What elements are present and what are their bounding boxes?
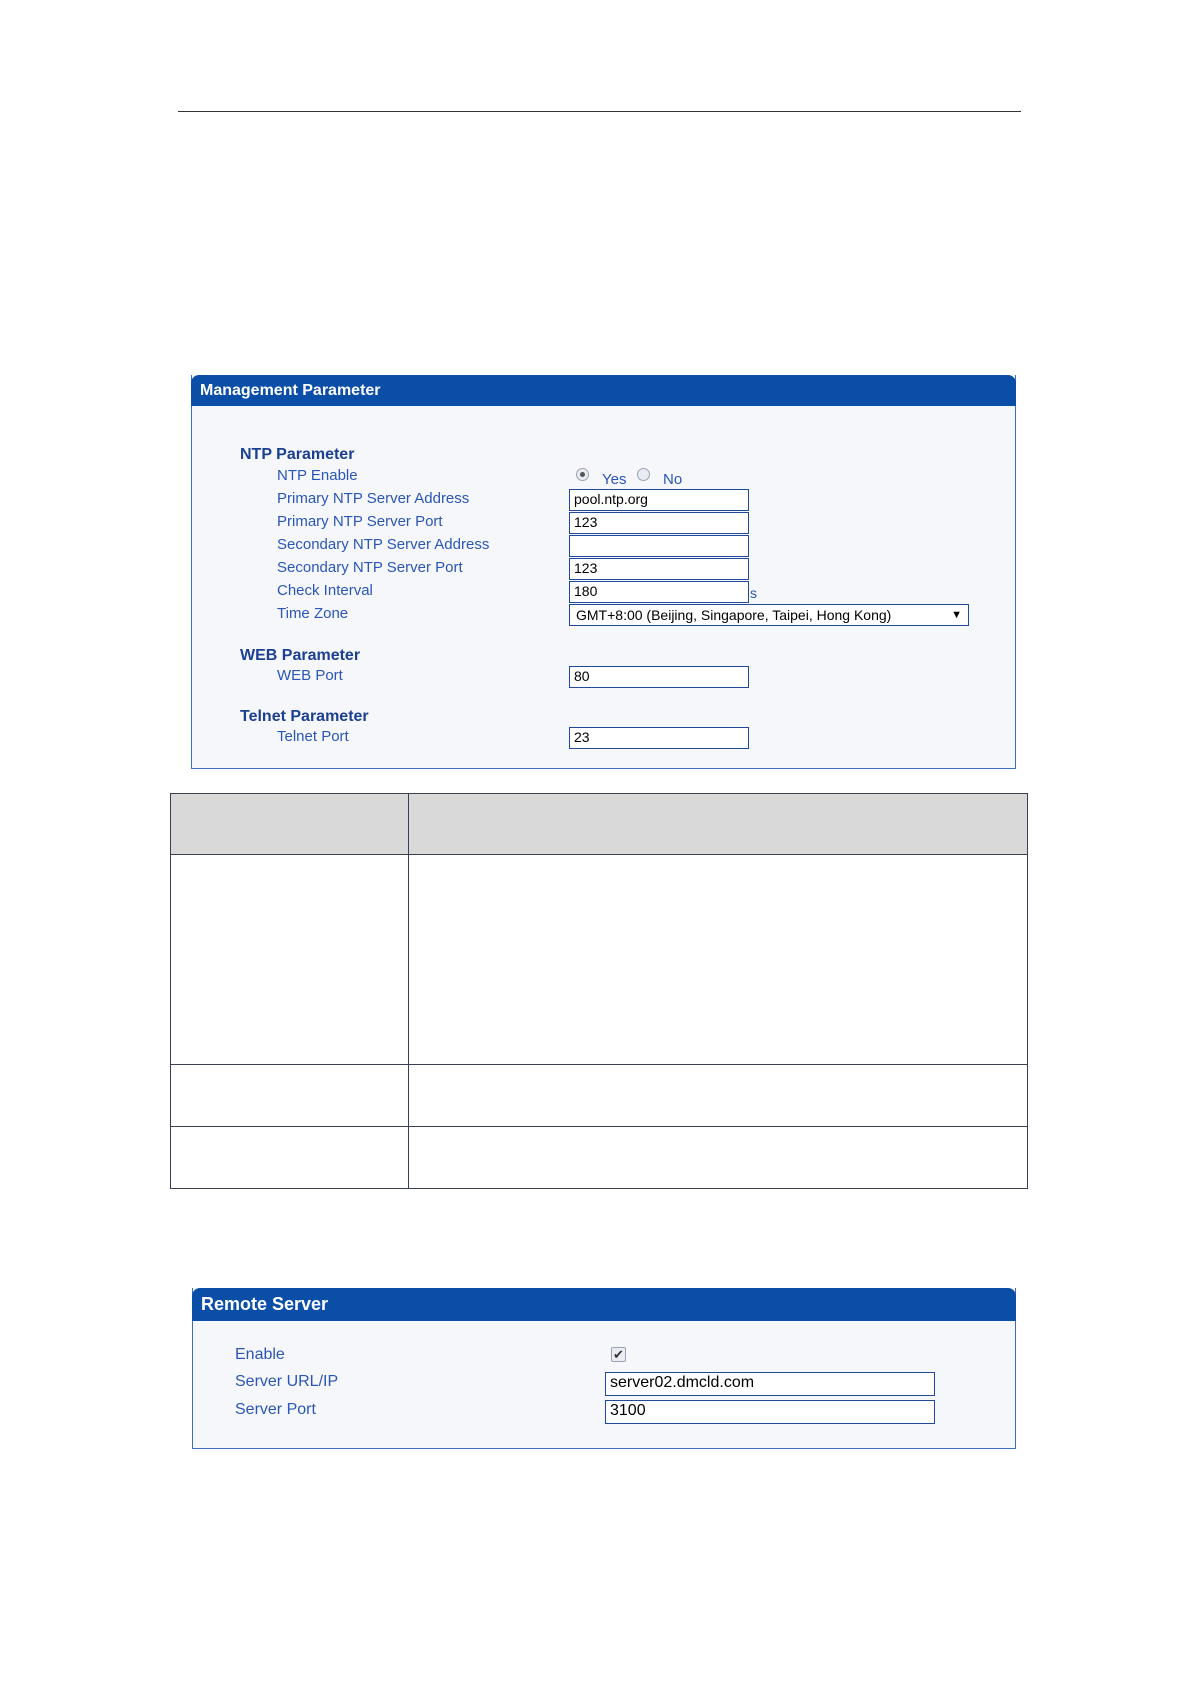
primary-ntp-address-input[interactable]: pool.ntp.org	[569, 489, 749, 511]
secondary-ntp-port-input[interactable]: 123	[569, 558, 749, 580]
table-cell	[409, 1065, 1028, 1127]
panel-title: Management Parameter	[191, 375, 1016, 406]
table-row	[171, 1065, 1028, 1127]
time-zone-value: GMT+8:00 (Beijing, Singapore, Taipei, Hong Kong)	[576, 607, 892, 623]
management-parameter-panel	[191, 375, 1016, 769]
ntp-enable-yes-label: Yes	[602, 471, 627, 488]
ntp-enable-yes-radio[interactable]	[576, 468, 589, 481]
web-port-input[interactable]: 80	[569, 666, 749, 688]
table-cell	[171, 1127, 409, 1189]
check-interval-input[interactable]: 180	[569, 581, 749, 603]
table-header-cell	[409, 794, 1028, 855]
table-cell	[171, 1065, 409, 1127]
secondary-ntp-address-label: Secondary NTP Server Address	[277, 536, 490, 553]
ntp-enable-no-label: No	[663, 471, 683, 488]
secondary-ntp-address-input[interactable]	[569, 535, 749, 557]
server-url-label: Server URL/IP	[235, 1373, 339, 1390]
remote-enable-checkbox[interactable]	[611, 1347, 626, 1362]
server-port-input[interactable]: 3100	[605, 1400, 935, 1424]
server-port-label: Server Port	[235, 1401, 316, 1418]
server-url-input[interactable]: server02.dmcld.com	[605, 1372, 935, 1396]
table-cell	[171, 855, 409, 1065]
parameter-description-table	[170, 793, 1028, 1189]
telnet-section-title: Telnet Parameter	[240, 708, 369, 725]
table-row	[171, 1127, 1028, 1189]
table-row	[171, 855, 1028, 1065]
table-cell	[409, 855, 1028, 1065]
time-zone-label: Time Zone	[277, 605, 349, 622]
panel-title: Remote Server	[192, 1288, 1016, 1321]
secondary-ntp-port-label: Secondary NTP Server Port	[277, 559, 463, 576]
check-interval-label: Check Interval	[277, 582, 373, 599]
remote-server-panel	[192, 1288, 1016, 1449]
page-header-rule	[178, 111, 1021, 112]
triangle-down-icon: ▼	[951, 609, 962, 621]
web-section-title: WEB Parameter	[240, 647, 361, 664]
primary-ntp-address-label: Primary NTP Server Address	[277, 490, 470, 507]
checkmark-icon: ✔	[613, 1347, 624, 1362]
time-zone-select[interactable]	[569, 604, 969, 626]
table-cell	[409, 1127, 1028, 1189]
telnet-port-label: Telnet Port	[277, 728, 349, 745]
remote-enable-label: Enable	[235, 1346, 285, 1363]
primary-ntp-port-input[interactable]: 123	[569, 512, 749, 534]
primary-ntp-port-label: Primary NTP Server Port	[277, 513, 443, 530]
table-header-row	[171, 794, 1028, 855]
table-header-cell	[171, 794, 409, 855]
ntp-section-title: NTP Parameter	[240, 446, 355, 463]
web-port-label: WEB Port	[277, 667, 343, 684]
telnet-port-input[interactable]: 23	[569, 727, 749, 749]
ntp-enable-no-radio[interactable]	[637, 468, 650, 481]
check-interval-unit: s	[750, 585, 757, 601]
ntp-enable-label: NTP Enable	[277, 467, 358, 484]
